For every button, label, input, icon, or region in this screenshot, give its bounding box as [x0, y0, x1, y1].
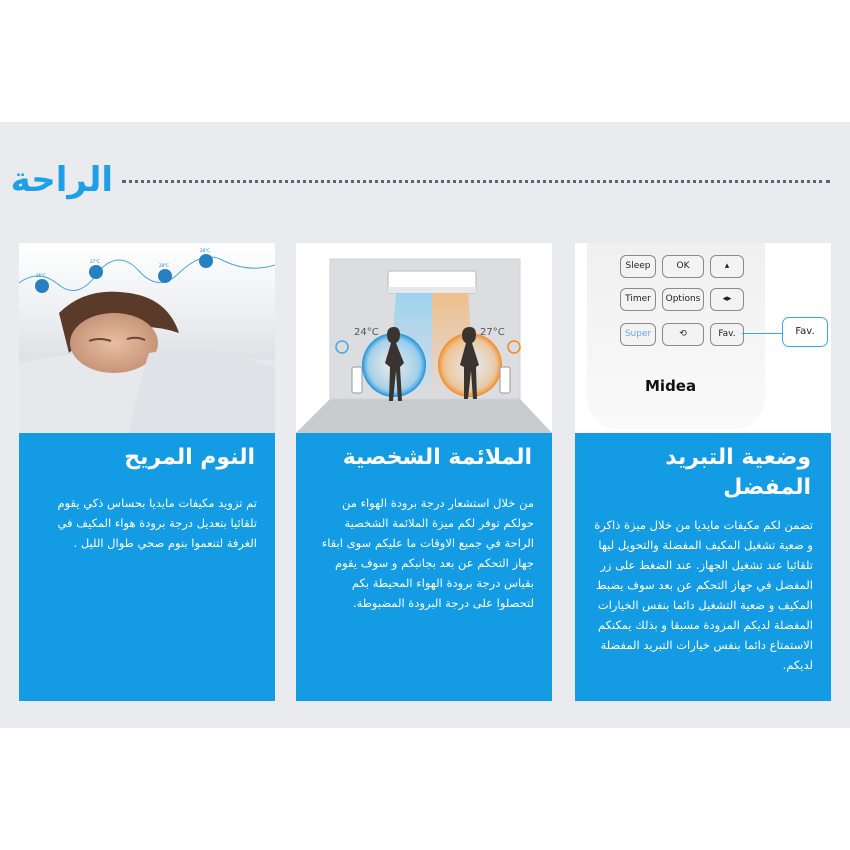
card-body: تم تزويد مكيفات مايديا بحساس ذكي يقوم تلقائيا بتعديل درجة برودة هواء المكيف في الغرفة لتنعموا بنوم صحي طوال الليل .	[57, 496, 257, 550]
svg-text:27°C: 27°C	[90, 259, 100, 264]
midea-logo: Midea	[645, 377, 697, 395]
options-button: Options	[662, 288, 704, 311]
card-personal-comfort	[296, 243, 552, 701]
fav-connector	[742, 333, 782, 334]
card-title: وضعية التبريد المفضل	[665, 445, 811, 500]
dotted-divider	[122, 180, 830, 183]
fav-button: Fav.	[710, 323, 744, 346]
section-title: الراحة	[10, 160, 113, 200]
card-title: النوم المريح	[124, 445, 255, 470]
timer-button: Timer	[620, 288, 656, 311]
sleep-button: Sleep	[620, 255, 656, 278]
card-body: تضمن لكم مكيفات مايديا من خلال ميزة ذاكرة و ضعية تشغيل المكيف المفضلة والتحويل ليها تلقائيا عند تشغيل الجهاز. عند الضغط على زر المفضل في جهاز التحكم عن بعد سوف يضبط المكيف و ضعية التشغيل دائما بنفس الخيارات المفضلة لديكم المزودة مسبقا و بذلك يمكنكم الاستمتاع دائما بنفس خيارات التبريد المفضلة لديكم.	[594, 518, 813, 672]
fav-callout: Fav.	[782, 317, 828, 347]
card-sleep	[19, 243, 275, 701]
temp-right: 27°C	[480, 327, 505, 338]
ok-button: OK	[662, 255, 704, 278]
card-favorite-mode	[575, 243, 831, 701]
left-right-button: ◂▸	[710, 288, 744, 311]
card-title: الملائمة الشخصية	[342, 445, 532, 470]
remote-illustration	[575, 243, 831, 433]
super-button: Super	[620, 323, 656, 346]
fan-button: ⟲	[662, 323, 704, 346]
svg-text:28°C: 28°C	[200, 248, 210, 253]
room-illustration	[296, 243, 552, 433]
temp-left: 24°C	[354, 327, 379, 338]
sleep-image	[19, 243, 275, 433]
card-body: من خلال استشعار درجة برودة الهواء من حولكم توفر لكم ميزة الملائمة الشخصية الراحة في جميع الاوقات ما عليكم سوى ابقاء جهاز التحكم عن بعد بجانبكم و سوف يقوم بقياس درجة برودة الهواء المحيطة بكم لتحصلوا على درجة البرودة المضبوطة.	[321, 496, 534, 610]
svg-text:26°C: 26°C	[36, 273, 46, 278]
svg-text:28°C: 28°C	[159, 263, 169, 268]
up-down-button: ▴	[710, 255, 744, 278]
